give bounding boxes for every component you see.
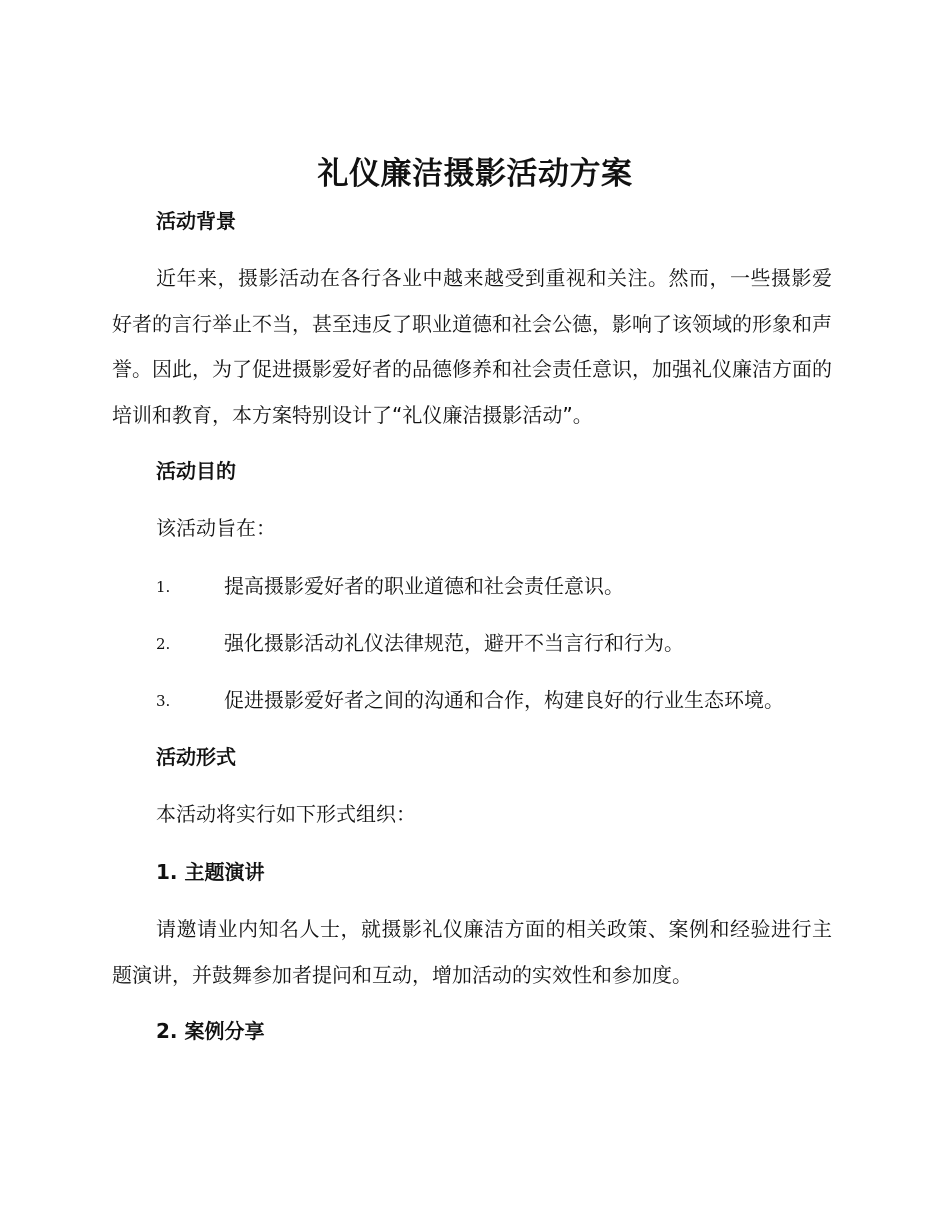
- list-item: [156, 629, 684, 658]
- list-item-number: 1.: [156, 578, 171, 596]
- subsection-heading-keynote: 1. 主题演讲: [156, 860, 265, 884]
- purpose-intro: 该活动旨在：: [156, 516, 276, 540]
- keynote-paragraph: 请邀请业内知名人士，就摄影礼仪廉洁方面的相关政策、案例和经验进行主题演讲，并鼓舞参加者提问和互动，增加活动的实效性和参加度。: [112, 917, 832, 987]
- list-item: [156, 572, 624, 601]
- list-item: [156, 686, 784, 715]
- page-title: 礼仪廉洁摄影活动方案: [317, 156, 633, 192]
- list-item-text: 提高摄影爱好者的职业道德和社会责任意识。: [224, 574, 624, 598]
- list-item-number: 3.: [156, 692, 171, 710]
- section-heading-format: 活动形式: [156, 745, 236, 769]
- format-intro: 本活动将实行如下形式组织：: [156, 802, 416, 826]
- subsection-heading-case-sharing: 2. 案例分享: [156, 1019, 265, 1043]
- section-heading-background: 活动背景: [156, 209, 236, 233]
- list-item-text: 促进摄影爱好者之间的沟通和合作，构建良好的行业生态环境。: [224, 688, 784, 712]
- list-item-number: 2.: [156, 635, 171, 653]
- section-heading-purpose: 活动目的: [156, 459, 236, 483]
- list-item-text: 强化摄影活动礼仪法律规范，避开不当言行和行为。: [224, 631, 684, 655]
- background-paragraph: 近年来，摄影活动在各行各业中越来越受到重视和关注。然而，一些摄影爱好者的言行举止不当，甚至违反了职业道德和社会公德，影响了该领域的形象和声誉。因此，为了促进摄影爱好者的品德修养和社会责任意识，加强礼仪廉洁方面的培训和教育，本方案特别设计了“礼仪廉洁摄影活动”。: [112, 266, 832, 427]
